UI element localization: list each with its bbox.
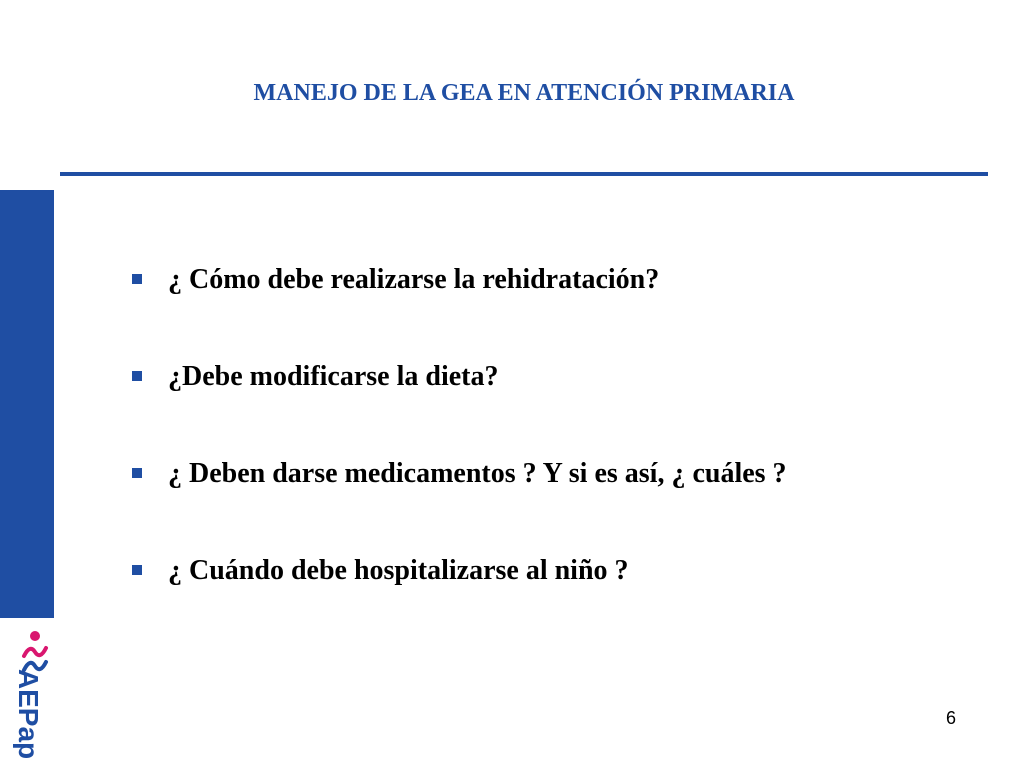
list-item: [132, 458, 992, 555]
aepap-logo: [0, 622, 54, 768]
question-text: ¿ Cómo debe realizarse la rehidratación?: [168, 264, 660, 295]
list-item: [132, 361, 992, 458]
question-text: ¿Debe modificarse la dieta?: [168, 361, 499, 392]
question-list: [132, 264, 992, 652]
page-number: 6: [946, 708, 957, 728]
sidebar: [0, 0, 54, 768]
question-text: ¿ Deben darse medicamentos ? Y si es así, ¿ cuáles ?: [168, 458, 787, 489]
square-bullet-icon: [132, 565, 142, 575]
fapap-logo: [0, 18, 54, 158]
square-bullet-icon: [132, 371, 142, 381]
question-text: ¿ Cuándo debe hospitalizarse al niño ?: [168, 555, 629, 586]
title-underline: [60, 172, 988, 176]
sidebar-blue-band: [0, 190, 54, 618]
slide-title: MANEJO DE LA GEA EN ATENCIÓN PRIMARIA: [253, 80, 795, 106]
square-bullet-icon: [132, 468, 142, 478]
list-item: [132, 264, 992, 361]
aepap-wordmark: AEPap: [13, 668, 44, 760]
square-bullet-icon: [132, 274, 142, 284]
list-item: [132, 555, 992, 652]
